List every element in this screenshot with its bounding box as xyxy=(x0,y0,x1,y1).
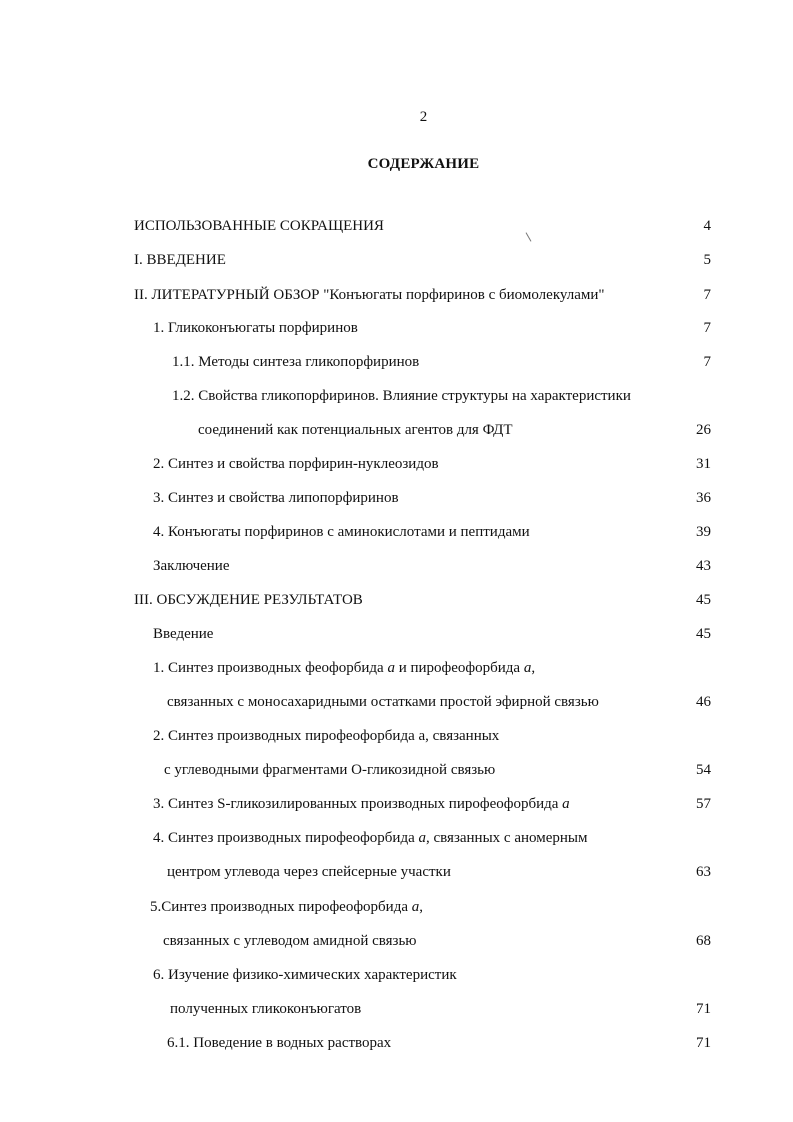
toc-entry xyxy=(0,1031,793,1055)
toc-entry-text: Введение xyxy=(153,626,214,642)
toc-entry-text: 6. Изучение физико-химических характеристик xyxy=(153,967,457,983)
toc-entry-text: связанных с моносахаридными остатками простой эфирной связью xyxy=(167,694,599,710)
toc-entry-page: 7 xyxy=(703,320,711,336)
toc-entry-text: ИСПОЛЬЗОВАННЫЕ СОКРАЩЕНИЯ xyxy=(134,218,384,234)
toc-entry xyxy=(0,283,793,307)
toc-entry-text: центром углевода через спейсерные участки xyxy=(167,864,451,880)
toc-entry-page: 45 xyxy=(696,626,711,642)
document-title: СОДЕРЖАНИЕ xyxy=(367,156,480,172)
toc-entry-text: 1.2. Свойства гликопорфиринов. Влияние структуры на характеристики xyxy=(172,388,631,404)
toc-entry-text: II. ЛИТЕРАТУРНЫЙ ОБЗОР "Конъюгаты порфиринов с биомолекулами" xyxy=(134,287,605,303)
toc-entry xyxy=(0,690,793,714)
toc-entry xyxy=(0,758,793,782)
toc-entry-page: 68 xyxy=(696,933,711,949)
toc-entry xyxy=(0,860,793,884)
toc-entry-text: 1.1. Методы синтеза гликопорфиринов xyxy=(172,354,420,370)
toc-entry-page: 31 xyxy=(696,456,711,472)
toc-entry-text: 5.Синтез производных пирофеофорбида a, xyxy=(150,899,423,915)
toc-entry xyxy=(0,724,793,748)
toc-entry-text: Заключение xyxy=(153,558,230,574)
toc-entry-page: 71 xyxy=(696,1001,711,1017)
toc-entry xyxy=(0,486,793,510)
toc-entry-text: 4. Синтез производных пирофеофорбида a, связанных с аномерным xyxy=(153,830,588,846)
toc-entry-page: 71 xyxy=(696,1035,711,1051)
toc-entry-text: 3. Синтез и свойства липопорфиринов xyxy=(153,490,399,506)
toc-entry xyxy=(0,826,793,850)
toc-entry-text: 2. Синтез и свойства порфирин-нуклеозидов xyxy=(153,456,439,472)
toc-entry xyxy=(0,452,793,476)
toc-entry-text: 6.1. Поведение в водных растворах xyxy=(167,1035,392,1051)
toc-entry-text: 2. Синтез производных пирофеофорбида а, связанных xyxy=(153,728,500,744)
toc-entry-text: 1. Гликоконъюгаты порфиринов xyxy=(153,320,358,336)
toc-entry-text: 3. Синтез S-гликозилированных производных пирофеофорбида a xyxy=(153,796,570,812)
toc-entry xyxy=(0,895,793,919)
toc-entry-page: 7 xyxy=(703,354,711,370)
toc-entry-page: 36 xyxy=(696,490,711,506)
toc-entry-page: 43 xyxy=(696,558,711,574)
toc-entry-text: 4. Конъюгаты порфиринов с аминокислотами и пептидами xyxy=(153,524,530,540)
toc-entry-page: 4 xyxy=(703,218,711,234)
toc-entry-page: 45 xyxy=(696,592,711,608)
toc-entry xyxy=(0,997,793,1021)
toc-entry-page: 7 xyxy=(703,287,711,303)
toc-entry xyxy=(0,384,793,408)
toc-entry xyxy=(0,622,793,646)
toc-entry xyxy=(0,520,793,544)
toc-entry xyxy=(0,350,793,374)
toc-entry-text: соединений как потенциальных агентов для ФДТ xyxy=(198,422,513,438)
toc-entry-page: 54 xyxy=(696,762,711,778)
toc-entry-text: I. ВВЕДЕНИЕ xyxy=(134,252,226,268)
toc-entry xyxy=(0,588,793,612)
toc-entry-page: 57 xyxy=(696,796,711,812)
toc-entry xyxy=(0,316,793,340)
toc-entry-page: 46 xyxy=(696,694,711,710)
page-number: 2 xyxy=(419,109,428,125)
toc-entry-page: 39 xyxy=(696,524,711,540)
toc-entry-text: с углеводными фрагментами О-гликозидной связью xyxy=(164,762,496,778)
toc-entry xyxy=(0,963,793,987)
toc-entry xyxy=(0,554,793,578)
toc-entry-text: III. ОБСУЖДЕНИЕ РЕЗУЛЬТАТОВ xyxy=(134,592,363,608)
toc-entry-text: полученных гликоконъюгатов xyxy=(170,1001,362,1017)
toc-entry xyxy=(0,418,793,442)
toc-entry xyxy=(0,929,793,953)
toc-entry-page: 5 xyxy=(703,252,711,268)
toc-entry xyxy=(0,214,793,238)
toc-entry-page: 26 xyxy=(696,422,711,438)
toc-entry xyxy=(0,248,793,272)
toc-entry xyxy=(0,656,793,680)
toc-entry-text: 1. Синтез производных феофорбида a и пирофеофорбида a, xyxy=(153,660,536,676)
toc-entry-page: 63 xyxy=(696,864,711,880)
toc-entry-text: связанных с углеводом амидной связью xyxy=(163,933,417,949)
toc-entry xyxy=(0,792,793,816)
